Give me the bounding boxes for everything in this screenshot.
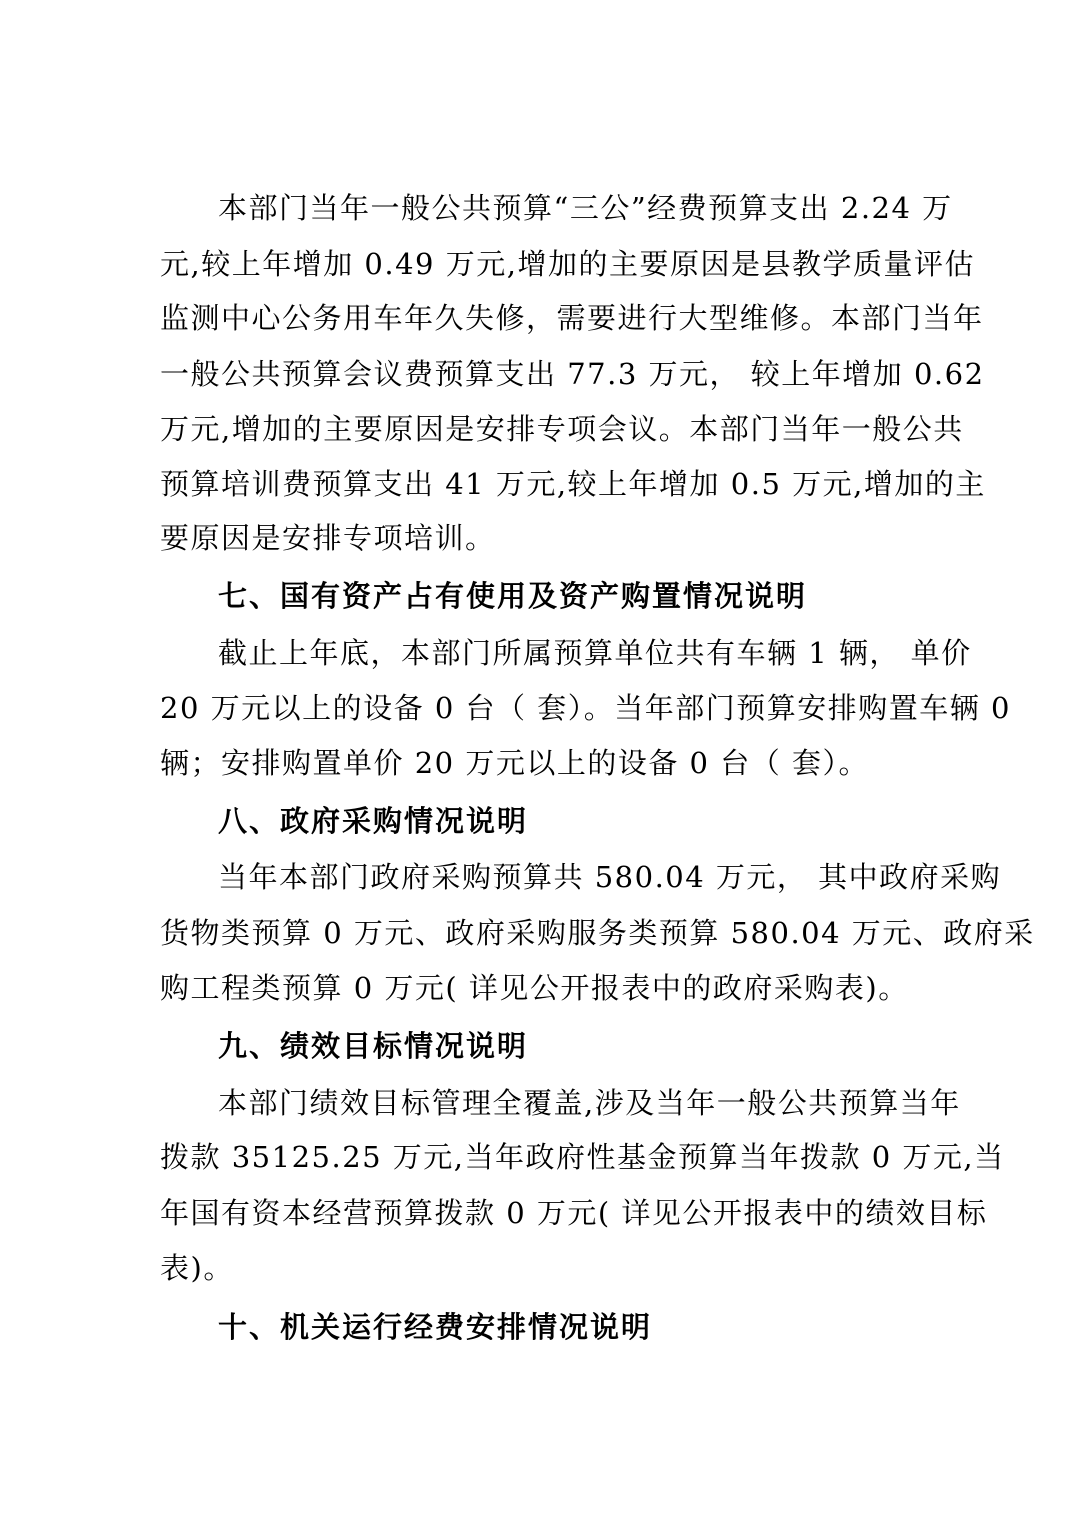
section-heading-performance: 九、绩效目标情况说明 (218, 1029, 529, 1063)
paragraph-assets-line-1: 截止上年底，本部门所属预算单位共有车辆 1 辆， 单价 (218, 636, 972, 670)
paragraph-performance-line-4: 表)。 (160, 1251, 234, 1285)
section-heading-procurement: 八、政府采购情况说明 (218, 804, 529, 838)
paragraph-assets-line-3: 辆；安排购置单价 20 万元以上的设备 0 台（ 套）。 (160, 746, 869, 780)
paragraph-three-public-line-4: 一般公共预算会议费预算支出 77.3 万元， 较上年增加 0.62 (160, 357, 985, 391)
paragraph-three-public-line-5: 万元,增加的主要原因是安排专项会议。本部门当年一般公共 (160, 412, 964, 446)
paragraph-performance-line-1: 本部门绩效目标管理全覆盖,涉及当年一般公共预算当年 (218, 1086, 961, 1120)
paragraph-three-public-line-6: 预算培训费预算支出 41 万元,较上年增加 0.5 万元,增加的主 (160, 467, 986, 501)
paragraph-assets-line-2: 20 万元以上的设备 0 台（ 套）。当年部门预算安排购置车辆 0 (160, 691, 1011, 725)
paragraph-performance-line-3: 年国有资本经营预算拨款 0 万元( 详见公开报表中的绩效目标 (160, 1196, 988, 1230)
paragraph-three-public-line-2: 元,较上年增加 0.49 万元,增加的主要原因是县教学质量评估 (160, 247, 975, 281)
section-heading-operating-costs: 十、机关运行经费安排情况说明 (218, 1310, 653, 1344)
paragraph-procurement-line-3: 购工程类预算 0 万元( 详见公开报表中的政府采购表)。 (160, 971, 909, 1005)
paragraph-three-public-line-3: 监测中心公务用车年久失修，需要进行大型维修。本部门当年 (160, 301, 984, 335)
section-heading-assets: 七、国有资产占有使用及资产购置情况说明 (218, 579, 808, 613)
paragraph-three-public-line-1: 本部门当年一般公共预算“三公”经费预算支出 2.24 万 (218, 191, 953, 225)
paragraph-procurement-line-2: 货物类预算 0 万元、政府采购服务类预算 580.04 万元、政府采 (160, 916, 1035, 950)
paragraph-performance-line-2: 拨款 35125.25 万元,当年政府性基金预算当年拨款 0 万元,当 (160, 1140, 1005, 1174)
paragraph-three-public-line-7: 要原因是安排专项培训。 (160, 521, 496, 555)
paragraph-procurement-line-1: 当年本部门政府采购预算共 580.04 万元， 其中政府采购 (218, 860, 1002, 894)
